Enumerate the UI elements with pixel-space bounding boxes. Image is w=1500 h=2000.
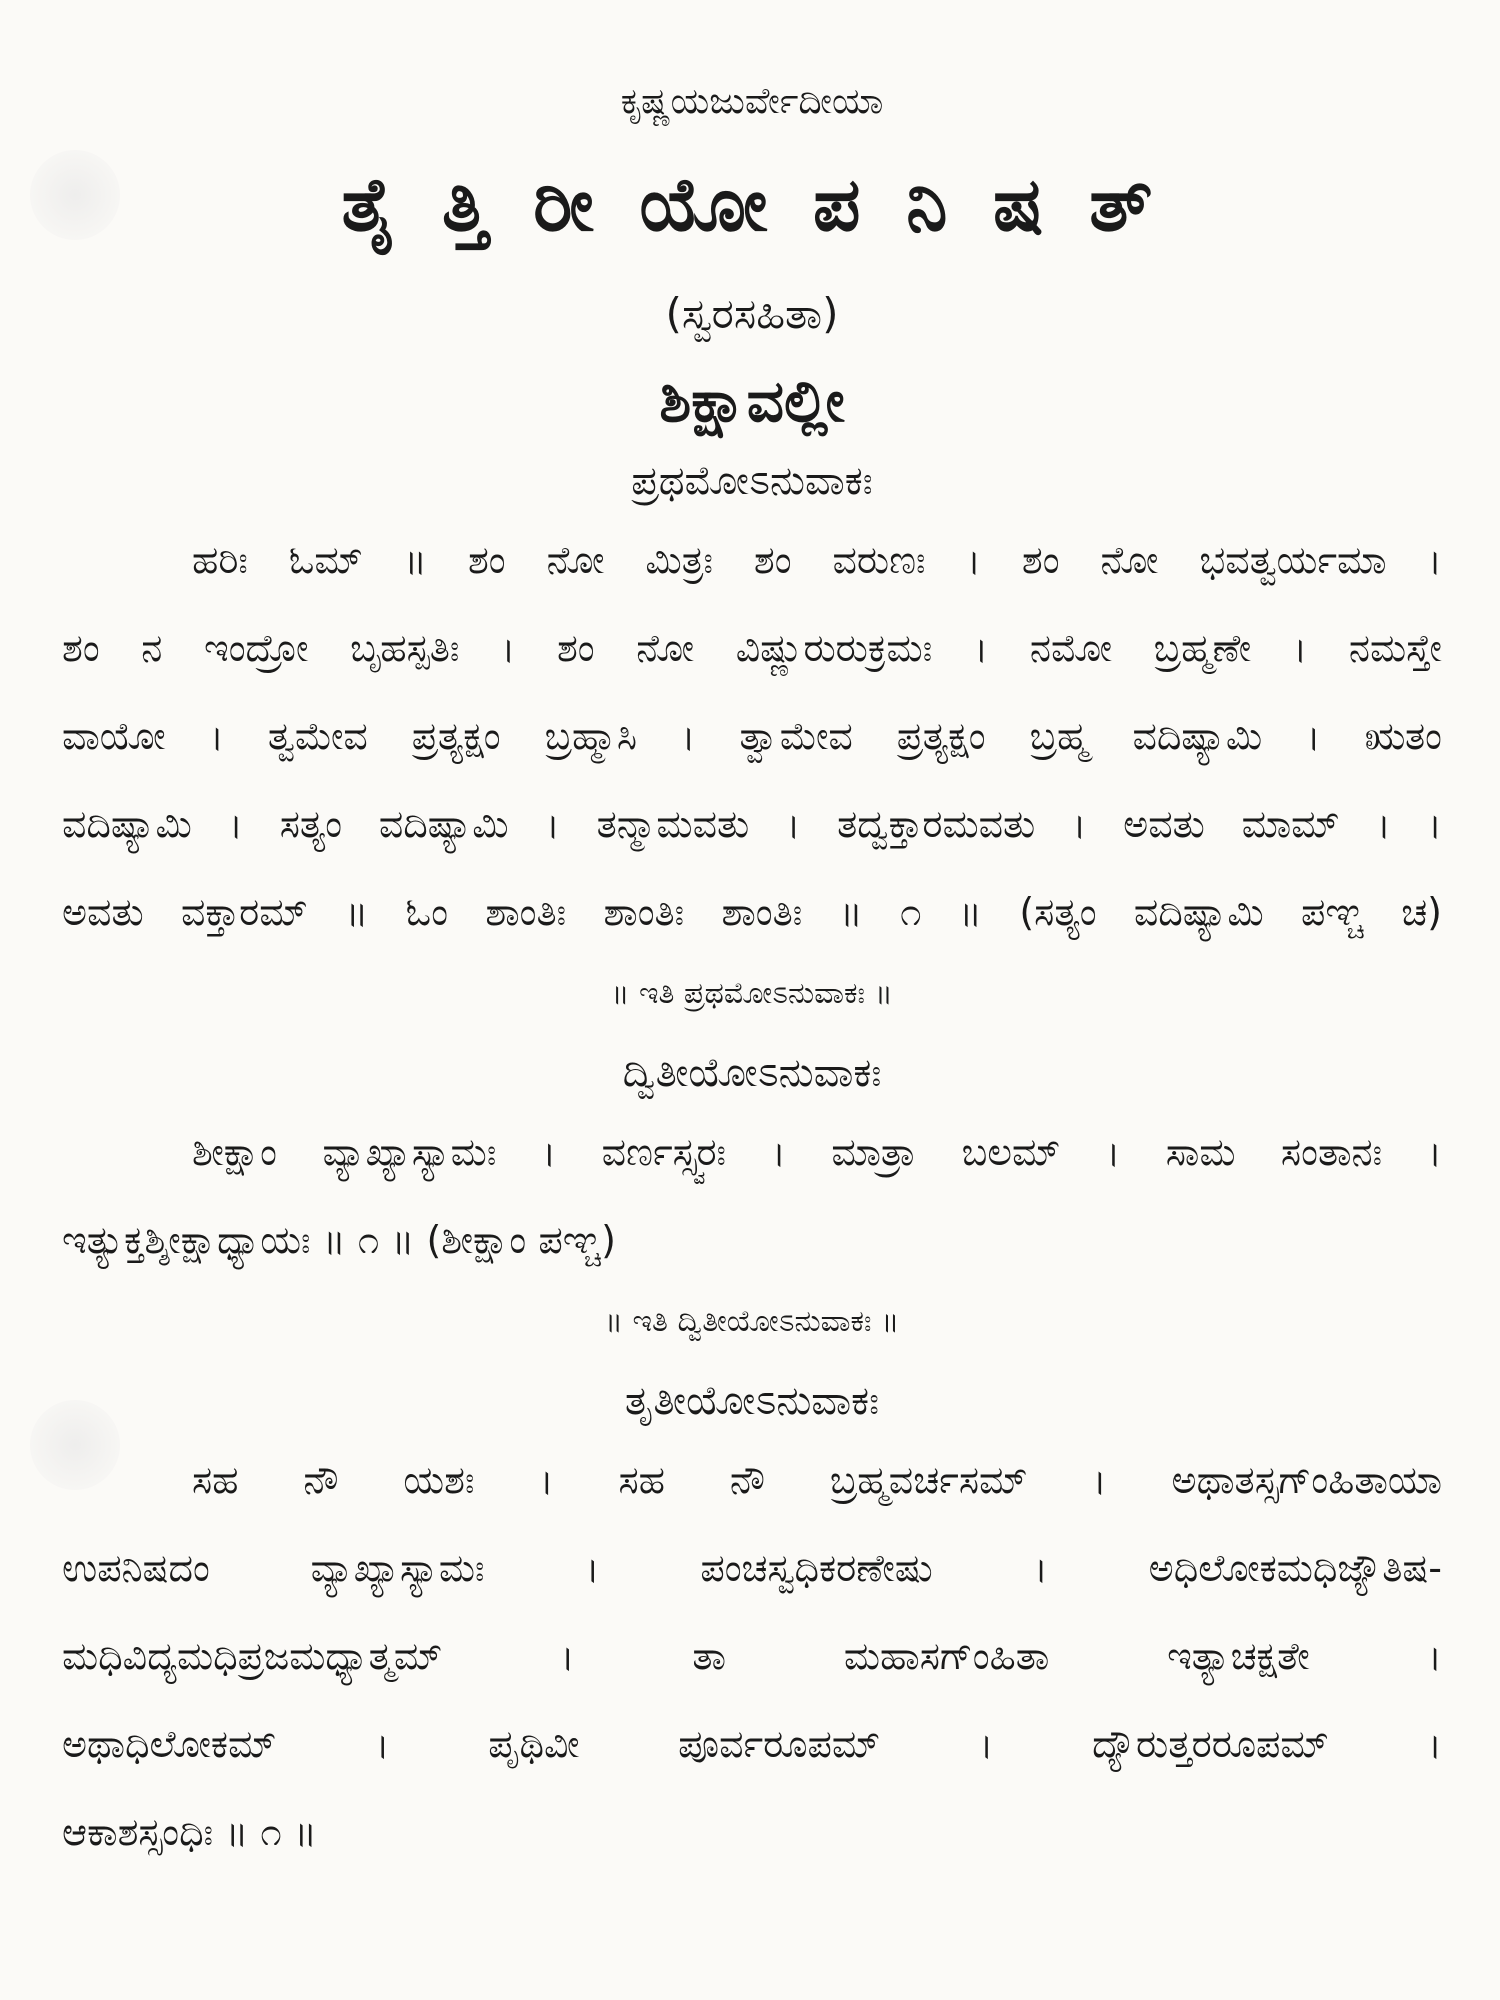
verse-line: ಶೀಕ್ಷಾಂ ವ್ಯಾಖ್ಯಾಸ್ಯಾಮಃ । ವರ್ಣಸ್ಸ್ವರಃ । ಮಾತ್ರಾ ಬಲಮ್ । ಸಾಮ ಸಂತಾನಃ । (192, 1130, 1442, 1174)
verse-line: ವಾಯೋ । ತ್ವಮೇವ ಪ್ರತ್ಯಕ್ಷಂ ಬ್ರಹ್ಮಾಸಿ । ತ್ವಾಮೇವ ಪ್ರತ್ಯಕ್ಷಂ ಬ್ರಹ್ಮ ವದಿಷ್ಯಾಮಿ । ಋತಂ (62, 714, 1442, 758)
verse-line: ಸಹ ನೌ ಯಶಃ । ಸಹ ನೌ ಬ್ರಹ್ಮವರ್ಚಸಮ್ । ಅಥಾತಸ್ಸಗ್ಂಹಿತಾಯಾ (192, 1458, 1442, 1502)
anuvaka-heading: ತೃತೀಯೋಽನುವಾಕಃ (624, 1378, 880, 1424)
veda-line: ಕೃಷ್ಣಯಜುರ್ವೇದೀಯಾ (620, 81, 884, 122)
paper-smudge (30, 150, 120, 240)
verse-line: ಅವತು ವಕ್ತಾರಮ್ ॥ ಓಂ ಶಾಂತಿಃ ಶಾಂತಿಃ ಶಾಂತಿಃ ॥ ೧ ॥ (ಸತ್ಯಂ ವದಿಷ್ಯಾಮಿ ಪಞ್ಚ ಚ) (62, 890, 1442, 934)
verse-line: ಹರಿಃ ಓಮ್ ॥ ಶಂ ನೋ ಮಿತ್ರಃ ಶಂ ವರುಣಃ । ಶಂ ನೋ ಭವತ್ವರ್ಯಮಾ । (192, 538, 1442, 582)
page-title: ತೈ ತ್ತಿ ರೀ ಯೋ ಪ ನಿ ಷ ತ್ (341, 162, 1163, 248)
verse-line: ಉಪನಿಷದಂ ವ್ಯಾಖ್ಯಾಸ್ಯಾಮಃ । ಪಂಚಸ್ವಧಿಕರಣೇಷು । ಅಧಿಲೋಕಮಧಿಜ್ಯೌತಿಷ- (62, 1546, 1442, 1590)
verse-line: ಮಧಿವಿದ್ಯಮಧಿಪ್ರಜಮಧ್ಯಾತ್ಮಮ್ । ತಾ ಮಹಾಸಗ್ಂಹಿತಾ ಇತ್ಯಾಚಕ್ಷತೇ । (62, 1634, 1442, 1678)
svara-subtitle: (ಸ್ವರಸಹಿತಾ) (665, 289, 839, 338)
anuvaka-end: ॥ ಇತಿ ಪ್ರಥಮೋಽನುವಾಕಃ ॥ (611, 976, 893, 1011)
anuvaka-section (62, 446, 1442, 1024)
verse-line: ಆಕಾಶಸ್ಸಂಧಿಃ ॥ ೧ ॥ (62, 1810, 317, 1854)
verse-line: ಶಂ ನ ಇಂದ್ರೋ ಬೃಹಸ್ಪತಿಃ । ಶಂ ನೋ ವಿಷ್ಣುರುರುಕ್ರಮಃ । ನಮೋ ಬ್ರಹ್ಮಣೇ । ನಮಸ್ತೇ (62, 626, 1442, 670)
verse-line: ವದಿಷ್ಯಾಮಿ । ಸತ್ಯಂ ವದಿಷ್ಯಾಮಿ । ತನ್ಮಾಮವತು । ತದ್ವಕ್ತಾರಮವತು । ಅವತು ಮಾಮ್ । । (62, 802, 1442, 846)
valli-title: ಶಿಕ್ಷಾವಲ್ಲೀ (659, 367, 845, 435)
verse-line: ಅಥಾಧಿಲೋಕಮ್ । ಪೃಥಿವೀ ಪೂರ್ವರೂಪಮ್ । ದ್ಯೌರುತ್ತರರೂಪಮ್ । (62, 1722, 1442, 1766)
paper-smudge (30, 1400, 120, 1490)
anuvaka-end: ॥ ಇತಿ ದ್ವಿತೀಯೋಽನುವಾಕಃ ॥ (604, 1304, 900, 1339)
anuvaka-heading: ದ್ವಿತೀಯೋಽನುವಾಕಃ (622, 1050, 882, 1096)
anuvaka-section (62, 1038, 1442, 1352)
anuvaka-heading: ಪ್ರಥಮೋಽನುವಾಕಃ (631, 458, 873, 504)
verse-line: ಇತ್ಯುಕ್ತಶ್ಶೀಕ್ಷಾಧ್ಯಾಯಃ ॥ ೧ ॥ (ಶೀಕ್ಷಾಂ ಪಞ್ಚ) (62, 1218, 616, 1262)
anuvaka-section (62, 1366, 1442, 1876)
